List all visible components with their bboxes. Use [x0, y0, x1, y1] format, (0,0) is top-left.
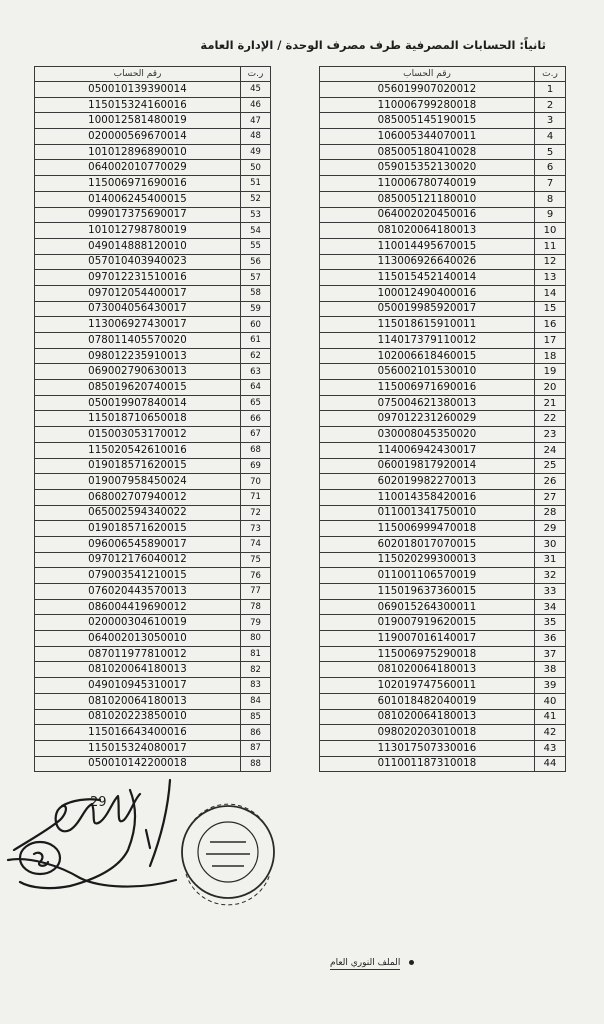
account-number-cell-right: 115006971690016	[320, 380, 535, 396]
serial-cell-left: 55	[241, 238, 271, 254]
column-gap	[271, 709, 320, 725]
account-number-cell-right: 064002020450016	[320, 207, 535, 223]
account-number-cell-left: 113006927430017	[35, 317, 241, 333]
account-number-cell-left: 014006245400015	[35, 191, 241, 207]
column-gap	[271, 411, 320, 427]
account-number-cell-right: 056002101530010	[320, 364, 535, 380]
serial-cell-left: 81	[241, 646, 271, 662]
table-row	[35, 474, 566, 490]
account-number-cell-left: 081020223850010	[35, 709, 241, 725]
account-number-cell-right: 119007016140017	[320, 631, 535, 647]
column-gap	[271, 97, 320, 113]
account-number-cell-right: 110006799280018	[320, 97, 535, 113]
account-number-cell-right: 102019747560011	[320, 678, 535, 694]
account-number-cell-left: 097012054400017	[35, 285, 241, 301]
serial-cell-right: 21	[535, 395, 566, 411]
serial-cell-left: 84	[241, 693, 271, 709]
table-row	[35, 678, 566, 694]
serial-cell-left: 74	[241, 536, 271, 552]
account-number-cell-left: 115020542610016	[35, 442, 241, 458]
serial-cell-left: 60	[241, 317, 271, 333]
table-row	[35, 380, 566, 396]
account-number-cell-left: 115015324160016	[35, 97, 241, 113]
account-number-cell-right: 114006942430017	[320, 442, 535, 458]
serial-cell-left: 47	[241, 113, 271, 129]
serial-cell-left: 68	[241, 442, 271, 458]
serial-cell-left: 49	[241, 144, 271, 160]
account-number-cell-left: 085019620740015	[35, 380, 241, 396]
account-number-cell-left: 020000569670014	[35, 129, 241, 145]
table-row	[35, 238, 566, 254]
account-number-cell-left: 050019907840014	[35, 395, 241, 411]
serial-cell-left: 45	[241, 82, 271, 98]
serial-cell-right: 23	[535, 427, 566, 443]
account-number-cell-left: 050010139390014	[35, 82, 241, 98]
serial-cell-left: 53	[241, 207, 271, 223]
account-number-cell-right: 097012231260029	[320, 411, 535, 427]
serial-cell-right: 17	[535, 333, 566, 349]
account-number-cell-right: 085005121180010	[320, 191, 535, 207]
column-gap	[271, 160, 320, 176]
serial-cell-left: 50	[241, 160, 271, 176]
table-row	[35, 662, 566, 678]
account-number-cell-right: 098020203010018	[320, 725, 535, 741]
account-number-cell-right: 110014495670015	[320, 238, 535, 254]
table-row	[35, 160, 566, 176]
serial-cell-right: 1	[535, 82, 566, 98]
column-gap	[271, 254, 320, 270]
table-row	[35, 615, 566, 631]
serial-cell-right: 44	[535, 756, 566, 772]
account-number-cell-left: 096006545890017	[35, 536, 241, 552]
serial-cell-right: 36	[535, 631, 566, 647]
serial-cell-right: 15	[535, 301, 566, 317]
serial-cell-right: 13	[535, 270, 566, 286]
serial-cell-right: 26	[535, 474, 566, 490]
column-gap	[271, 662, 320, 678]
serial-cell-left: 57	[241, 270, 271, 286]
account-number-cell-right: 059015352130020	[320, 160, 535, 176]
account-number-cell-left: 097012231510016	[35, 270, 241, 286]
serial-cell-left: 46	[241, 97, 271, 113]
account-number-cell-left: 115006971690016	[35, 176, 241, 192]
serial-cell-left: 78	[241, 599, 271, 615]
serial-cell-right: 30	[535, 536, 566, 552]
account-number-cell-left: 076020443570013	[35, 584, 241, 600]
table-row	[35, 129, 566, 145]
serial-cell-right: 38	[535, 662, 566, 678]
table-row	[35, 113, 566, 129]
serial-header-left: ر.ت	[241, 67, 271, 82]
column-gap	[271, 395, 320, 411]
accounts-table-wrapper	[40, 66, 566, 772]
serial-cell-right: 4	[535, 129, 566, 145]
account-number-cell-left: 081020064180013	[35, 693, 241, 709]
table-row	[35, 568, 566, 584]
account-number-cell-left: 115016643400016	[35, 725, 241, 741]
account-number-cell-left: 081020064180013	[35, 662, 241, 678]
account-number-cell-right: 030008045350020	[320, 427, 535, 443]
column-gap	[271, 442, 320, 458]
table-row	[35, 285, 566, 301]
account-number-cell-left: 065002594340022	[35, 505, 241, 521]
serial-cell-left: 69	[241, 458, 271, 474]
column-gap	[271, 317, 320, 333]
account-number-cell-left: 086004419690012	[35, 599, 241, 615]
serial-cell-left: 64	[241, 380, 271, 396]
accounts-table	[34, 66, 566, 772]
account-number-cell-left: 019018571620015	[35, 458, 241, 474]
table-row	[35, 223, 566, 239]
table-row	[35, 207, 566, 223]
serial-cell-left: 52	[241, 191, 271, 207]
table-row	[35, 521, 566, 537]
serial-cell-right: 19	[535, 364, 566, 380]
serial-cell-right: 33	[535, 584, 566, 600]
account-number-cell-right: 081020064180013	[320, 709, 535, 725]
account-number-cell-left: 064002010770029	[35, 160, 241, 176]
account-number-cell-right: 114017379110012	[320, 333, 535, 349]
table-row	[35, 427, 566, 443]
column-gap	[271, 270, 320, 286]
serial-cell-right: 35	[535, 615, 566, 631]
serial-cell-left: 63	[241, 364, 271, 380]
serial-cell-left: 73	[241, 521, 271, 537]
table-row	[35, 333, 566, 349]
column-gap	[271, 615, 320, 631]
signature-area	[0, 770, 300, 910]
serial-cell-right: 12	[535, 254, 566, 270]
account-number-cell-right: 102006618460015	[320, 348, 535, 364]
signature-and-stamp	[0, 770, 300, 910]
column-gap	[271, 67, 320, 82]
footer-text: الملف النوري العام	[330, 958, 401, 968]
account-number-cell-right: 050019985920017	[320, 301, 535, 317]
serial-cell-right: 27	[535, 489, 566, 505]
serial-cell-left: 71	[241, 489, 271, 505]
table-row	[35, 693, 566, 709]
table-row	[35, 254, 566, 270]
account-number-cell-right: 011001187310018	[320, 756, 535, 772]
column-gap	[271, 740, 320, 756]
account-number-cell-left: 015003053170012	[35, 427, 241, 443]
account-number-cell-left: 099017375690017	[35, 207, 241, 223]
table-row	[35, 458, 566, 474]
account-number-cell-right: 060019817920014	[320, 458, 535, 474]
serial-cell-right: 10	[535, 223, 566, 239]
account-number-cell-right: 081020064180013	[320, 662, 535, 678]
account-number-cell-right: 113017507330016	[320, 740, 535, 756]
serial-cell-right: 25	[535, 458, 566, 474]
column-gap	[271, 176, 320, 192]
serial-cell-left: 76	[241, 568, 271, 584]
serial-cell-right: 22	[535, 411, 566, 427]
serial-cell-left: 56	[241, 254, 271, 270]
serial-cell-right: 31	[535, 552, 566, 568]
serial-cell-left: 83	[241, 678, 271, 694]
account-number-cell-right: 115019637360015	[320, 584, 535, 600]
column-gap	[271, 631, 320, 647]
column-gap	[271, 129, 320, 145]
account-number-cell-left: 068002707940012	[35, 489, 241, 505]
table-row	[35, 191, 566, 207]
account-number-cell-left: 064002013050010	[35, 631, 241, 647]
account-number-cell-left: 078011405570020	[35, 333, 241, 349]
official-stamp	[182, 804, 274, 905]
column-gap	[271, 599, 320, 615]
account-number-cell-right: 115006999470018	[320, 521, 535, 537]
column-gap	[271, 348, 320, 364]
account-number-cell-left: 100012581480019	[35, 113, 241, 129]
account-number-cell-left: 097012176040012	[35, 552, 241, 568]
serial-cell-right: 2	[535, 97, 566, 113]
serial-header-right: ر.ت	[535, 67, 566, 82]
column-gap	[271, 521, 320, 537]
serial-cell-right: 18	[535, 348, 566, 364]
table-row	[35, 348, 566, 364]
account-number-cell-right: 106005344070011	[320, 129, 535, 145]
account-number-cell-left: 115018710650018	[35, 411, 241, 427]
serial-cell-right: 43	[535, 740, 566, 756]
account-number-cell-left: 069002790630013	[35, 364, 241, 380]
table-row	[35, 364, 566, 380]
handwritten-signature	[8, 780, 176, 888]
account-number-cell-left: 019007958450024	[35, 474, 241, 490]
serial-cell-left: 87	[241, 740, 271, 756]
column-gap	[271, 552, 320, 568]
column-gap	[271, 223, 320, 239]
table-row	[35, 395, 566, 411]
serial-cell-right: 16	[535, 317, 566, 333]
serial-cell-left: 59	[241, 301, 271, 317]
table-row	[35, 709, 566, 725]
column-gap	[271, 207, 320, 223]
account-number-cell-right: 602018017070015	[320, 536, 535, 552]
table-row	[35, 97, 566, 113]
account-number-cell-left: 115015324080017	[35, 740, 241, 756]
account-number-cell-right: 069015264300011	[320, 599, 535, 615]
table-row	[35, 176, 566, 192]
serial-cell-right: 20	[535, 380, 566, 396]
column-gap	[271, 474, 320, 490]
account-number-cell-left: 073004056430017	[35, 301, 241, 317]
account-number-cell-right: 601018482040019	[320, 693, 535, 709]
serial-cell-right: 5	[535, 144, 566, 160]
column-gap	[271, 427, 320, 443]
column-gap	[271, 458, 320, 474]
account-number-cell-right: 011001106570019	[320, 568, 535, 584]
serial-cell-right: 9	[535, 207, 566, 223]
account-number-cell-right: 075004621380013	[320, 395, 535, 411]
column-gap	[271, 144, 320, 160]
table-row	[35, 144, 566, 160]
serial-cell-right: 29	[535, 521, 566, 537]
account-number-cell-left: 049014888120010	[35, 238, 241, 254]
table-row	[35, 725, 566, 741]
accounts-table-body	[35, 82, 566, 772]
account-number-cell-right: 113006926640026	[320, 254, 535, 270]
serial-cell-left: 58	[241, 285, 271, 301]
serial-cell-right: 3	[535, 113, 566, 129]
table-row	[35, 270, 566, 286]
table-row	[35, 442, 566, 458]
table-row	[35, 301, 566, 317]
serial-cell-left: 48	[241, 129, 271, 145]
serial-cell-right: 37	[535, 646, 566, 662]
serial-cell-right: 40	[535, 693, 566, 709]
column-gap	[271, 505, 320, 521]
table-row	[35, 740, 566, 756]
serial-cell-right: 6	[535, 160, 566, 176]
account-number-cell-right: 085005180410028	[320, 144, 535, 160]
account-number-cell-right: 602019982270013	[320, 474, 535, 490]
account-number-cell-left: 020000304610019	[35, 615, 241, 631]
column-gap	[271, 380, 320, 396]
column-gap	[271, 693, 320, 709]
account-number-cell-right: 110006780740019	[320, 176, 535, 192]
column-gap	[271, 646, 320, 662]
account-number-cell-left: 019018571620015	[35, 521, 241, 537]
serial-cell-left: 62	[241, 348, 271, 364]
account-number-cell-right: 011001341750010	[320, 505, 535, 521]
column-gap	[271, 301, 320, 317]
column-gap	[271, 113, 320, 129]
signature-date: 29	[90, 795, 107, 810]
table-row	[35, 599, 566, 615]
column-gap	[271, 238, 320, 254]
table-row	[35, 505, 566, 521]
serial-cell-left: 79	[241, 615, 271, 631]
serial-cell-left: 77	[241, 584, 271, 600]
serial-cell-left: 80	[241, 631, 271, 647]
column-gap	[271, 285, 320, 301]
column-gap	[271, 568, 320, 584]
account-number-cell-left: 098012235910013	[35, 348, 241, 364]
serial-cell-right: 7	[535, 176, 566, 192]
serial-cell-right: 8	[535, 191, 566, 207]
table-row	[35, 82, 566, 98]
account-number-cell-right: 100012490400016	[320, 285, 535, 301]
account-number-cell-right: 081020064180013	[320, 223, 535, 239]
serial-cell-left: 85	[241, 709, 271, 725]
table-row	[35, 536, 566, 552]
serial-cell-left: 70	[241, 474, 271, 490]
serial-cell-left: 66	[241, 411, 271, 427]
account-number-cell-right: 110014358420016	[320, 489, 535, 505]
account-number-cell-right: 115015452140014	[320, 270, 535, 286]
serial-cell-right: 41	[535, 709, 566, 725]
serial-cell-right: 28	[535, 505, 566, 521]
serial-cell-left: 61	[241, 333, 271, 349]
column-gap	[271, 364, 320, 380]
column-gap	[271, 678, 320, 694]
footer-note	[330, 958, 414, 968]
account-number-cell-right: 115006975290018	[320, 646, 535, 662]
section-heading: ثانياً: الحسابات المصرفية طرف مصرف الوحدة / الإدارة العامة	[200, 38, 546, 52]
account-number-cell-left: 101012896890010	[35, 144, 241, 160]
account-number-cell-left: 049010945310017	[35, 678, 241, 694]
serial-cell-right: 14	[535, 285, 566, 301]
table-row	[35, 584, 566, 600]
serial-cell-left: 88	[241, 756, 271, 772]
table-header-row	[35, 67, 566, 82]
serial-cell-right: 42	[535, 725, 566, 741]
column-gap	[271, 536, 320, 552]
account-number-cell-left: 101012798780019	[35, 223, 241, 239]
serial-cell-left: 86	[241, 725, 271, 741]
account-number-cell-left: 087011977810012	[35, 646, 241, 662]
column-gap	[271, 191, 320, 207]
account-number-cell-left: 079003541210015	[35, 568, 241, 584]
table-row	[35, 317, 566, 333]
account-header-right: رقم الحساب	[320, 67, 535, 82]
serial-cell-left: 82	[241, 662, 271, 678]
column-gap	[271, 489, 320, 505]
column-gap	[271, 82, 320, 98]
table-row	[35, 411, 566, 427]
table-row	[35, 489, 566, 505]
account-number-cell-right: 115018615910011	[320, 317, 535, 333]
table-row	[35, 646, 566, 662]
column-gap	[271, 584, 320, 600]
serial-cell-right: 24	[535, 442, 566, 458]
serial-cell-left: 72	[241, 505, 271, 521]
serial-cell-left: 54	[241, 223, 271, 239]
serial-cell-right: 39	[535, 678, 566, 694]
account-number-cell-right: 019007919620015	[320, 615, 535, 631]
account-number-cell-right: 085005145190015	[320, 113, 535, 129]
serial-cell-right: 32	[535, 568, 566, 584]
serial-cell-left: 51	[241, 176, 271, 192]
bullet-icon	[409, 960, 414, 965]
account-header-left: رقم الحساب	[35, 67, 241, 82]
column-gap	[271, 333, 320, 349]
serial-cell-right: 11	[535, 238, 566, 254]
column-gap	[271, 725, 320, 741]
serial-cell-left: 67	[241, 427, 271, 443]
table-row	[35, 631, 566, 647]
account-number-cell-right: 115020299300013	[320, 552, 535, 568]
serial-cell-left: 75	[241, 552, 271, 568]
serial-cell-right: 34	[535, 599, 566, 615]
account-number-cell-left: 057010403940023	[35, 254, 241, 270]
table-row	[35, 552, 566, 568]
account-number-cell-right: 056019907020012	[320, 82, 535, 98]
account-number-cell-left: 050010142200018	[35, 756, 241, 772]
serial-cell-left: 65	[241, 395, 271, 411]
